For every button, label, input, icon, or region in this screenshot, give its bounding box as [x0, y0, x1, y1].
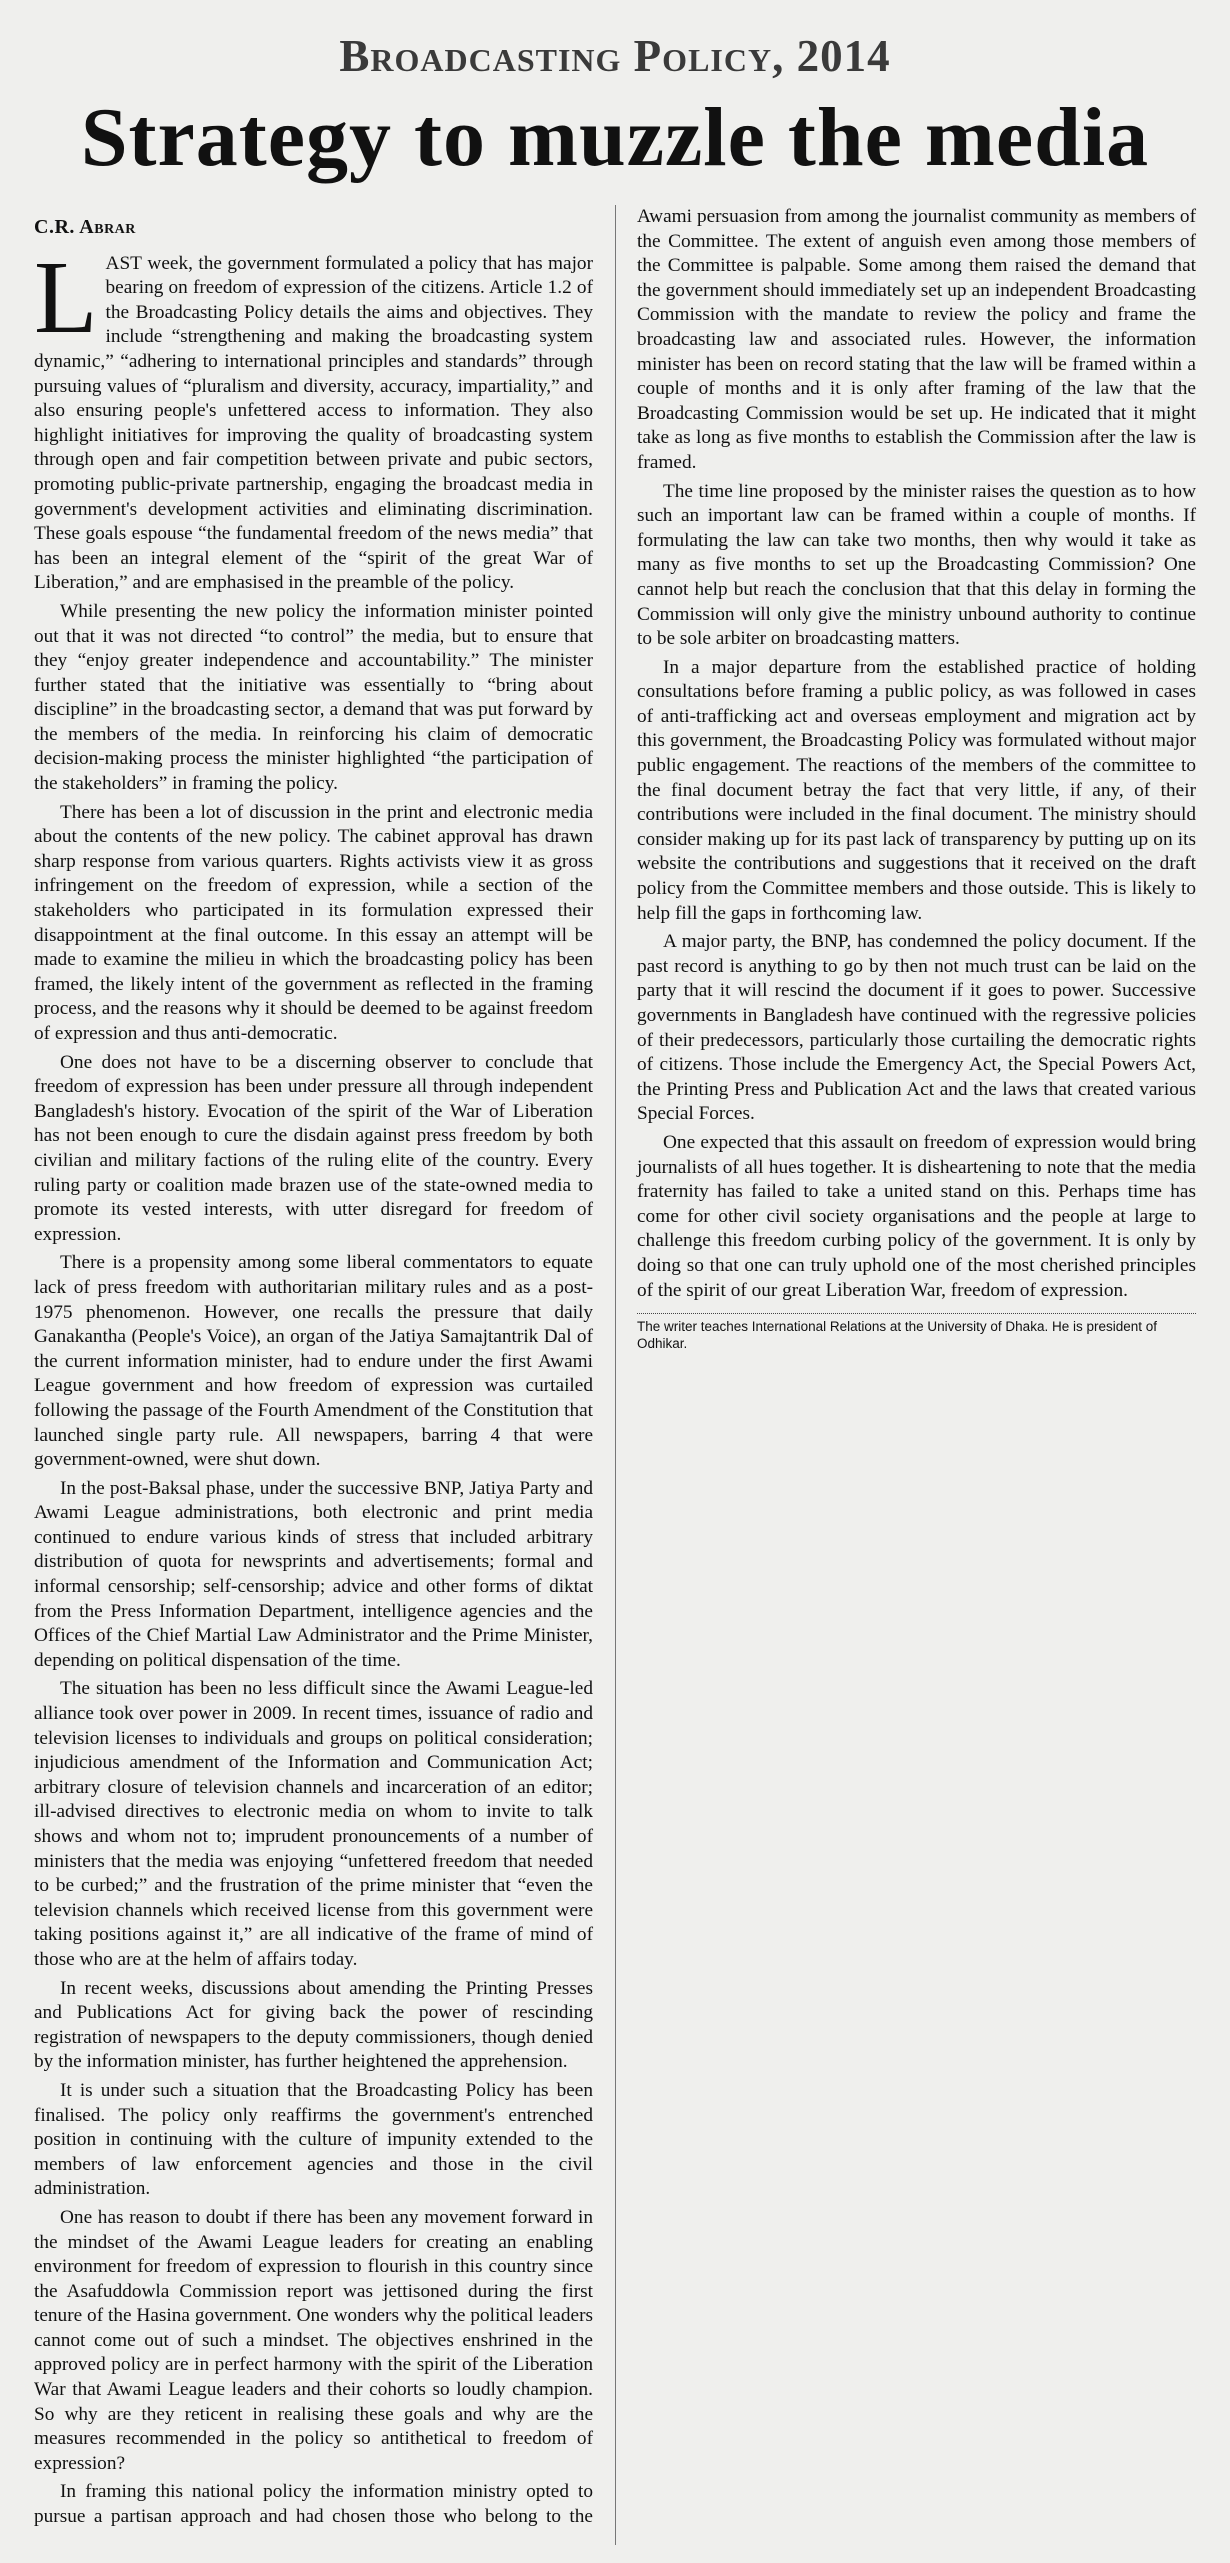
lead-paragraph — [34, 239, 593, 596]
paragraph: In framing this national policy the information ministry opted to pursue a partisan approach and had chosen those who belong to the Awami persuasion from among the journalist community as members of the Committee. The extent of anguish even among those members of the Committee is palpable. Some among them raised the demand that the government should immediately set up an independent Broadcasting Commission with the mandate to review the policy and frame the broadcasting law and associated rules. However, the information minister has been on record stating that the law will be framed within a couple of months and it is only after framing of the law that the Broadcasting Commission would be set up. He indicated that it might take as long as five months to establish the Commission after the law is framed. — [34, 206, 1196, 2528]
paragraph: The time line proposed by the minister raises the question as to how such an important law can be framed within a couple of months. If formulating the law can take two months, then why would it take as many as five months to set up the Broadcasting Commission? One cannot help but reach the conclusion that that this delay in forming the Commission will only give the ministry unbound authority to continue to be sole arbiter on broadcasting matters. — [637, 480, 1196, 650]
article-headline: Strategy to muzzle the media — [80, 91, 1150, 184]
paragraph: One expected that this assault on freedom of expression would bring journalists of all hues together. It is disheartening to note that the media fraternity has failed to take a united stand on this. Perhaps time has come for other civil society organisations and the people at large to challenge this freedom curbing policy of the government. It is only by doing so that one can truly uphold one of the most cherished principles of the spirit of our great Liberation War, freedom of expression. — [637, 1131, 1196, 1301]
paragraph: In a major departure from the established practice of holding consultations before framing a public policy, as was followed in cases of anti-trafficking act and overseas employment and migration act by this government, the Broadcasting Policy was formulated without major public engagement. The reactions of the members of the committee to the final document betray the fact that very little, if any, of their contributions were included in the final document. The ministry should consider making up for its past lack of transparency by putting up on its website the contributions and suggestions that it received on the draft policy from the Committee members and those outside. This is likely to help fill the gaps in forthcoming law. — [637, 656, 1196, 924]
paragraph: In recent weeks, discussions about amending the Printing Presses and Publications Act for giving back the power of rescinding registration of newspapers to the deputy commissioners, though denied by the information minister, has further heightened the apprehension. — [34, 1977, 593, 2073]
paragraph: While presenting the new policy the information minister pointed out that it was not directed “to control” the media, but to ensure that they “enjoy greater independence and accountability.” The minister further stated that the initiative was essentially to “bring about discipline” in the broadcasting sector, a demand that was put forward by the members of the media. In reinforcing his claim of democratic decision-making process the minister highlighted “the participation of the stakeholders” in framing the policy. — [34, 600, 593, 795]
paragraph: It is under such a situation that the Broadcasting Policy has been finalised. The policy only reaffirms the government's entrenched position in continuing with the culture of impunity extended to the members of law enforcement agencies and those in the civil administration. — [34, 2079, 593, 2200]
article-body — [34, 205, 1196, 2545]
paragraph: One has reason to doubt if there has been any movement forward in the mindset of the Awami League leaders for creating an enabling environment for freedom of expression to flourish in this country since the Asafuddowla Commission report was jettisoned during the first tenure of the Hasina government. One wonders why the political leaders cannot come out of such a mindset. The objectives enshrined in the approved policy are in perfect harmony with the spirit of the Liberation War that Awami League leaders and their cohorts so loudly champion. So why are they reticent in realising these goals and why are the measures recommended in the policy so antithetical to freedom of expression? — [34, 2206, 593, 2474]
section-kicker: Broadcasting Policy, 2014 — [339, 31, 891, 81]
paragraph: There has been a lot of discussion in the print and electronic media about the contents of the new policy. The cabinet approval has drawn sharp response from various quarters. Rights activists view it as gross infringement on the freedom of expression, while a section of the stakeholders who participated in its formulation expressed their disappointment at the final outcome. In this essay an attempt will be made to examine the milieu in which the broadcasting policy has been framed, the likely intent of the government as reflected in the framing process, and the reasons why it should be deemed to be against freedom of expression and thus anti-democratic. — [34, 801, 593, 1044]
lead-text: week, the government formulated a policy that has major bearing on freedom of expression of the citizens. Article 1.2 of the Broadcasting Policy details the aims and objectives. They include “strengthening and making the broadcasting system dynamic,” “adhering to international principles and standards” through pursuing values of “pluralism and diversity, accuracy, impartiality,” and also ensuring people's unfettered access to information. They also highlight initiatives for improving the quality of broadcasting system through open and fair competition between private and pubic sectors, promoting public-private partnership, engaging the broadcast media in government's development activities and eliminating discrimination. These goals espouse “the fundamental freedom of the news media” that has been an integral element of the “spirit of the great War of Liberation,” and are emphasised in the preamble of the policy. — [34, 252, 593, 594]
paragraph: In the post-Baksal phase, under the successive BNP, Jatiya Party and Awami League administrations, both electronic and print media continued to endure various kinds of stress that included arbitrary distribution of quota for newsprints and advertisements; formal and informal censorship; self-censorship; advice and other forms of diktat from the Press Information Department, intelligence agencies and the Offices of the Chief Martial Law Administrator and the Prime Minister, depending on political dispensation of the time. — [34, 1477, 593, 1671]
byline: C.R. Abrar — [34, 216, 136, 238]
author-footnote: The writer teaches International Relations at the University of Dhaka. He is president of Odhikar. — [637, 1313, 1196, 1352]
paragraph: The situation has been no less difficult since the Awami League-led alliance took over power in 2009. In recent times, issuance of radio and television licenses to individuals and groups on political consideration; injudicious amendment of the Information and Communication Act; arbitrary closure of television channels and incarceration of an editor; ill-advised directives to electronic media on whom to invite to talk shows and whom not to; imprudent pronouncements of a number of ministers that the media was enjoying “unfettered freedom that needed to be curbed;” and the frustration of the prime minister that “even the television channels which received license from this government were taking positions against it,” are all indicative of the frame of mind of those who are at the helm of affairs today. — [34, 1678, 593, 1970]
paragraph: There is a propensity among some liberal commentators to equate lack of press freedom with authoritarian military rules and as a post-1975 phenomenon. However, one recalls the pressure that daily Ganakantha (People's Voice), an organ of the Jatiya Samajtantrik Dal of the current information minister, had to endure under the first Awami League government and how freedom of expression was curtailed following the passage of the Fourth Amendment of the Constitution that launched single party rule. All newspapers, barring 4 that were government-owned, were shut down. — [34, 1252, 593, 1471]
drop-cap: L — [34, 239, 98, 355]
lead-first-word: AST — [105, 252, 142, 274]
paragraph: A major party, the BNP, has condemned the policy document. If the past record is anything to go by then not much trust can be laid on the party that it will rescind the document if it goes to power. Successive governments in Bangladesh have continued with the regressive policies of their predecessors, particularly those curtailing the democratic rights of citizens. Those include the Emergency Act, the Special Powers Act, the Printing Press and Publication Act and the laws that created various Special Forces. — [637, 931, 1196, 1125]
paragraph: One does not have to be a discerning observer to conclude that freedom of expression has been under pressure all through independent Bangladesh's history. Evocation of the spirit of the War of Liberation has not been enough to cure the disdain against press freedom by both civilian and military factions of the ruling elite of the country. Every ruling party or coalition made brazen use of the state-owned media to promote its vested interests, with utter disregard for freedom of expression. — [34, 1051, 593, 1245]
